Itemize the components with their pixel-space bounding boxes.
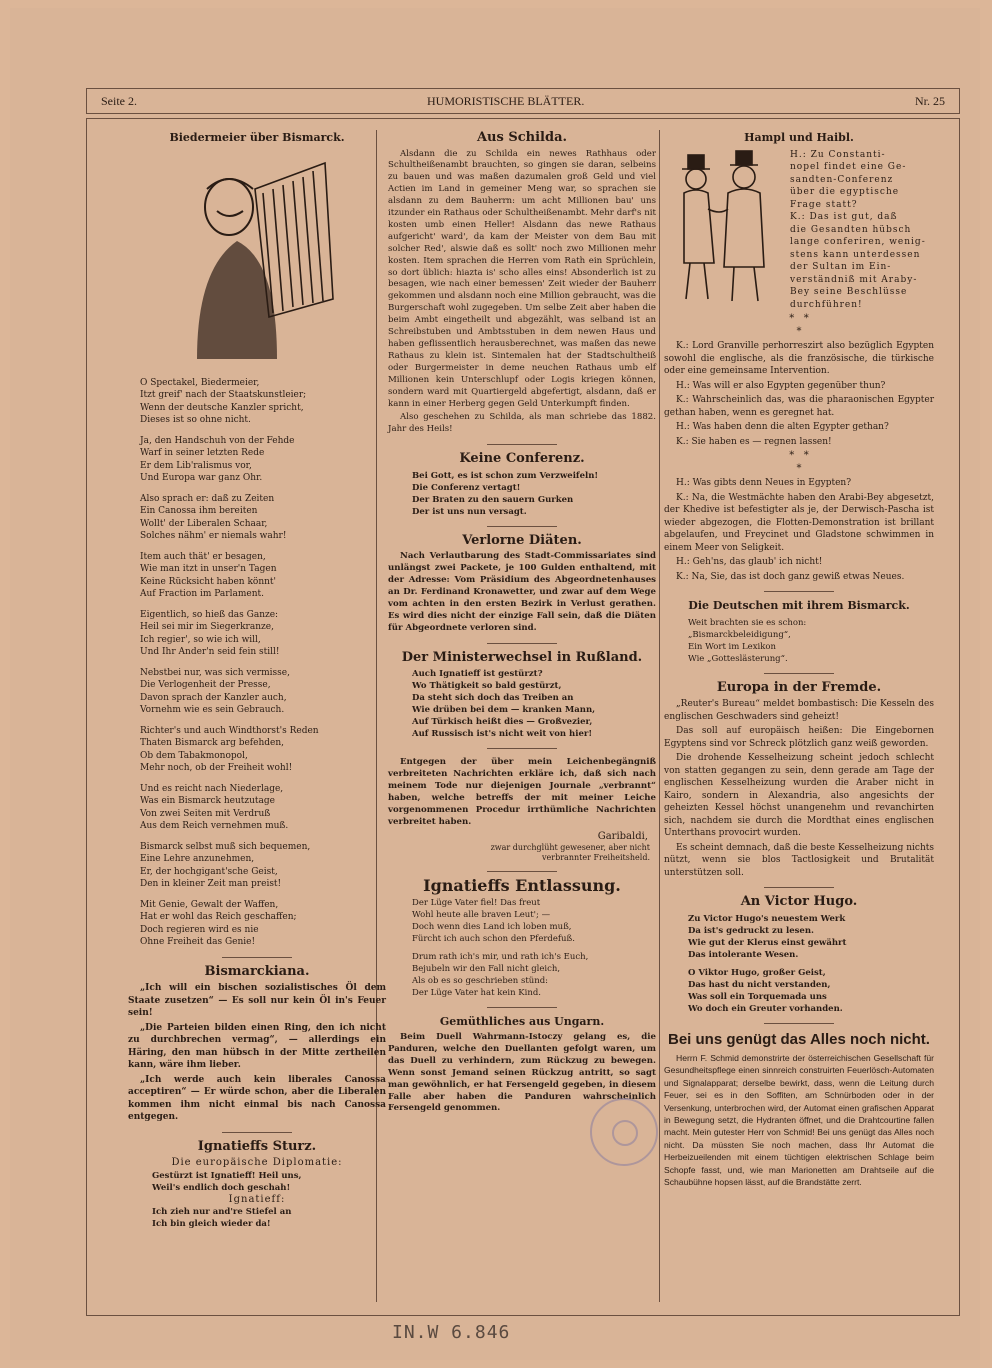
poem-line: Eigentlich, so hieß das Ganze:	[140, 609, 279, 620]
column-divider	[659, 130, 660, 1302]
poem-line: Dieses ist so ohne nicht.	[140, 415, 251, 425]
dialogue-line: K.: Na, die Westmächte haben den Arabi-Bey abgesetzt, der Khedive ist befestigter als je, der Derwisch-Pascha ist wieder abgezogen, die Flotten-Demonstration ist brillant abgelaufen, und Freycinet und Gladstone schwimmen in einem Meer von Seligkeit.	[664, 492, 934, 553]
heading-europa: Europa in der Fremde.	[716, 679, 882, 695]
poem-line: Wie „Gotteslästerung“.	[688, 653, 788, 664]
paragraph: Herrn F. Schmid demonstrirte der österreichischen Gesellschaft für Gesundheitspflege einen sinnreich construirten Feuerlösch-Automaten und Signalapparat; derselbe bewirkt, dass, wenn die Leitung durch Feuer, sei es in den Soffiten, am Schnürboden oder in der Versenkung, unterbrochen wird, der Automat einen grafischen Apparat in Bewegung setzt, die Hydranten öffnet, und die Drahtcourtine fallen macht. Mein gutester Herr von Schmid! Bei uns genügt das Alles noch nicht. Da müssten Sie noch machen, dass Ihr Automat die Herbeizueilenden mit einem tüchtigen elektrischen Schlage beim Schopfe fasst, und, wie man Marionetten am Drahtseile auf die Schaubühne hopsen lässt, auf die Brandstätte zerrt.	[664, 1053, 934, 1188]
poem-line: Doch regieren wird es nie	[140, 924, 259, 935]
dialogue-line: H.: Was will er also Egypten gegenüber thun?	[676, 380, 886, 391]
poem-line: Wie drüben bei dem — kranken Mann,	[412, 705, 596, 716]
poem-line: Mit Genie, Gewalt der Waffen,	[140, 899, 279, 910]
poem-line: Auf Türkisch heißt dies — Großvezier,	[412, 717, 593, 728]
poem-line: Keine Rücksicht haben könnt'	[140, 576, 277, 587]
dialogue-line: sandten-Conferenz	[790, 174, 894, 185]
paragraph: Alsdann die zu Schilda ein newes Rathhaus oder Schultheißenambt brauchten, so gingen sie daran, selbeins zu bauen und was maßen dazumalen groß Geld und viel Actien im Land in gemeiner Meng war, so sprachen sie alsdann zu dem Bauherrn: um acht Millionen bau' uns itzunder ein Rathaus oder Schultheißenambt. Mehr darf's nit kosten umb einen Heller! Alsdann das newe Rathaus aufgericht' ward', da kam der Meister von dem Bau mit solcher Red', alswie daß es sollt' noch zwo Millionen mehr kosten. Item sprachen die Herren vom Rath ein Sprüchlein, so dort üblich: hiazta is' scho alles eins! Absonderlich ist zu besagen, wie nach einer bemessen' Zeit wieder der Bauherr gekommen und alsdann noch eine Million gebraucht, was die Burgerschaft wohl zugegeben. Um selbe Zeit aber haben die beim Ambt eingetheilt und abgezählt, was selband ist an Schreibstuben und Ambtsstuben in dem newen Haus und haben geflissentlich herausberechnet, was maßen das newe Rathaus zu klein ist. Sintemalen hat der Stadtschultheiß oder Burgermeister in deme neuchen Rathaus umb elf Millionen kein Unterschlupf oder Logis kriegen können, sondern ward mit Quartiergeld abgefertigt, alsdann, daß er kann in einer Herberg gegen Geld Unterkumpft finden.	[388, 148, 656, 409]
poem-line: Ohne Freiheit das Genie!	[140, 937, 256, 947]
poem-line: Weil's endlich doch geschah!	[152, 1182, 291, 1193]
poem-line: Der Lüge Vater hat kein Kind.	[412, 987, 541, 998]
poem-line: Die Verlogenheit der Presse,	[140, 680, 271, 690]
poem	[128, 1206, 386, 1230]
poem	[388, 668, 656, 740]
stanza	[128, 783, 386, 833]
stanza	[128, 551, 386, 601]
separator-rule	[487, 643, 557, 644]
stanza	[128, 609, 386, 659]
poem-line: Aus dem Reich vernehmen muß.	[140, 821, 289, 831]
poem-line: Drum rath ich's mir, und rath ich's Euch,	[412, 951, 589, 962]
poem-line: Die Conferenz vertagt!	[412, 482, 521, 493]
poem-line: Ich bin gleich wieder da!	[152, 1219, 271, 1229]
stanza	[128, 899, 386, 949]
poem-line: Heil sei mir im Siegerkranze,	[140, 622, 274, 632]
poem-line: Itzt greif' nach der Staatskunstleier;	[140, 390, 307, 400]
separator-rule	[222, 1132, 292, 1133]
column-right	[664, 124, 934, 1190]
heading-deutschen: Die Deutschen mit ihrem Bismarck.	[688, 599, 910, 612]
poem-line: Vornehm wie es sein Gebrauch.	[140, 705, 285, 715]
poem-line: Von zwei Seiten mit Verdruß	[140, 808, 271, 819]
paragraph: „Ich werde auch kein liberales Canossa acceptiren“ — Er würde schon, aber die Liberalen kommen ihm nicht einmal bis nach Canossa entgegen.	[128, 1074, 386, 1122]
poem-line: Wohl heute alle braven Leut'; —	[412, 909, 551, 920]
subheading: Die europäische Diplomatie:	[171, 1157, 343, 1168]
separator-rule	[487, 871, 557, 872]
poem-line: Hat er wohl das Reich geschaffen;	[140, 912, 297, 922]
stanza	[128, 377, 386, 427]
poem-line: Weit brachten sie es schon:	[688, 617, 807, 628]
poem-line: Nebstbei nur, was sich vermisse,	[140, 667, 290, 678]
poem-line: Thaten Bismarck arg befehden,	[140, 738, 285, 748]
dialogue-line: lange conferiren, wenig-	[790, 237, 926, 247]
signature-note: verbrannter Freiheitsheld.	[542, 853, 650, 863]
poem	[664, 617, 934, 665]
dialogue-line: K.: Lord Granville perhorreszirt also bezüglich Egypten sowohl die englische, als die französische, die türkische oder eine gemeinsame Intervention.	[664, 341, 934, 376]
stanza	[128, 667, 386, 717]
poem-line: Zu Victor Hugo's neuestem Werk	[688, 913, 846, 924]
separator-rule	[487, 1007, 557, 1008]
separator-rule	[764, 887, 834, 888]
poem-line: Er dem Lib'ralismus vor,	[140, 460, 252, 471]
paragraph: Also geschehen zu Schilda, als man schriebe das 1882. Jahr des Heils!	[388, 412, 656, 435]
poem-line: Auch Ignatieff ist gestürzt?	[412, 669, 543, 680]
poem-line: Das hast du nicht verstanden,	[688, 979, 831, 990]
poem-line: Ein Canossa ihm bereiten	[140, 506, 258, 516]
heading-alles: Bei uns genügt das Alles noch nicht.	[668, 1030, 930, 1048]
poem-line: Der ist uns nun versagt.	[412, 506, 527, 517]
poem-line: Wo doch ein Greuter vorhanden.	[688, 1003, 843, 1014]
poem-line: Wie man itzt in unser'n Tagen	[140, 564, 277, 574]
heading-bismarckiana: Bismarckiana.	[204, 963, 310, 979]
poem-line: Und es reicht nach Niederlage,	[140, 783, 284, 794]
poem-line: O Spectakel, Biedermeier,	[140, 377, 260, 388]
heading-hampl: Hampl und Haibl.	[744, 131, 854, 144]
poem-line: Ob dem Tabakmonopol,	[140, 750, 248, 761]
poem-line: O Viktor Hugo, großer Geist,	[688, 967, 826, 978]
poem-line: Ich regier', so wie ich will,	[140, 634, 261, 645]
poem-line: Doch wenn dies Land ich loben muß,	[412, 921, 572, 932]
shelfmark: IN.W 6.846	[392, 1322, 511, 1343]
separator-rule	[487, 748, 557, 749]
heading-hugo: An Victor Hugo.	[740, 894, 858, 909]
separator-rule	[222, 957, 292, 958]
poem-line: Solches nähm' er niemals wahr!	[140, 531, 287, 541]
separator-rule	[487, 444, 557, 445]
library-stamp	[590, 1098, 658, 1166]
poem-line: Und Ihr Ander'n seid fein still!	[140, 647, 280, 657]
stanza	[128, 725, 386, 775]
issue-number: Nr. 25	[915, 94, 945, 108]
dialogue-line: H.: Was gibts denn Neues in Egypten?	[676, 478, 852, 488]
poem-line: Und Europa war ganz Ohr.	[140, 473, 263, 483]
poem-line: Da ist's gedruckt zu lesen.	[688, 925, 814, 936]
separator-rule	[764, 673, 834, 674]
poem-line: Wie gut der Klerus einst gewährt	[688, 937, 847, 948]
poem-biedermeier	[128, 377, 386, 949]
heading-konferenz: Keine Conferenz.	[459, 451, 585, 467]
paragraph: Die drohende Kesselheizung scheint jedoch schlecht von statten gegangen zu sein, denn gerade am Tage der englischen Kesselheizung wurden die Araber nicht in Kairo, sondern in Alexandria, also angesichts der geheizten Kessel höchst unangenehm und revanchirten sich, nachdem sie durch die Mordthat eines englischen Unterthans provocirt wurden.	[664, 753, 934, 838]
dialogue-line: nopel findet eine Ge-	[790, 162, 907, 172]
heading-sturz: Ignatieffs Sturz.	[197, 1138, 317, 1154]
separator-rule	[764, 1023, 834, 1024]
poem-line: Was soll ein Torquemada uns	[688, 991, 827, 1002]
paragraph: Es scheint demnach, daß die beste Kesselheizung nichts nützt, wenn sie blos Tactlosigkeit und Brutalität unterstützen soll.	[664, 842, 934, 878]
poem-line: Der Braten zu den sauern Gurken	[412, 494, 574, 505]
stanza	[128, 493, 386, 543]
signature: Garibaldi,	[597, 830, 648, 842]
heading-entlassung: Ignatieffs Entlassung.	[423, 876, 621, 896]
poem	[128, 1170, 386, 1194]
separator-rule	[487, 526, 557, 527]
accordion-player-illustration	[177, 149, 337, 371]
paragraph: Beim Duell Wahrmann-Istoczy gelang es, die Panduren, welche den Duellanten gefolgt waren, um das Duell zu verhindern, zum Rückzug zu bewegen. Wenn sonst Jemand seinen Rückzug antritt, so sagt man gewöhnlich, er hat Fersengeld gegeben, in diesem Falle aber haben die Panduren wahrscheinlich Fersengeld genommen.	[388, 1032, 656, 1114]
column-middle	[388, 124, 656, 1117]
poem-line: Bejubeln wir den Fall nicht gleich,	[412, 963, 561, 974]
magazine-title: HUMORISTISCHE BLÄTTER.	[427, 94, 585, 108]
poem	[664, 913, 934, 1015]
dialogue-line: verständniß mit Araby-	[790, 274, 918, 285]
poem-line: Ich zieh nur and're Stiefel an	[152, 1207, 292, 1217]
poem-line: Ein Wort im Lexikon	[688, 641, 776, 652]
dialogue-line: H.: Geh'ns, das glaub' ich nicht!	[676, 557, 823, 567]
dialogue-line: K.: Das ist gut, daß	[790, 212, 898, 222]
poem-line: Als ob es so geschrieben stünd:	[412, 975, 549, 986]
dialogue-line: H.: Zu Constanti-	[790, 149, 886, 160]
poem-line: Wollt' der Liberalen Schaar,	[140, 518, 268, 529]
asterism: * * *	[789, 450, 809, 474]
paragraph: „Die Parteien bilden einen Ring, den ich nicht zu durchbrechen vermag“, — allerdings ein Häring, den man hübsch in der Mitte zertheilen kann, wäre ihm lieber.	[128, 1022, 386, 1070]
stanza	[128, 435, 386, 485]
heading-schilda: Aus Schilda.	[476, 130, 568, 145]
signature-note: zwar durchglüht gewesener, aber nicht	[490, 843, 650, 853]
column-left	[128, 124, 386, 1230]
hampl-intro-block	[664, 149, 934, 312]
poem-line: Also sprach er: daß zu Zeiten	[140, 493, 275, 504]
poem-line: „Bismarckbeleidigung“,	[688, 629, 791, 640]
dialogue-line: H.: Was haben denn die alten Egypter gethan?	[676, 422, 889, 432]
poem-line: Davon sprach der Kanzler auch,	[140, 692, 287, 703]
dialogue-line: K.: Wahrscheinlich das, was die pharaonischen Egypter gethan haben, wenn es geregnet hat.	[664, 395, 934, 418]
poem-line: Wenn der deutsche Kanzler spricht,	[140, 402, 304, 413]
dialogue-line: stens kann unterdessen	[790, 249, 921, 260]
dialogue-line: der Sultan im Ein-	[790, 262, 892, 272]
paragraph: Nach Verlautbarung des Stadt-Commissariates sind unlängst zwei Packete, je 100 Gulden enthaltend, mit der Adresse: Vom Präsidium des Abgeordnetenhauses an Dr. Ferdinand Kronawetter, und zwar auf dem Wege vom achten in den ersten Bezirk in Verlust gerathen. Es wird dies nicht der einzige Fall sein, daß die Diäten für Abgeordnete verloren sind.	[388, 551, 656, 633]
poem-line: Was ein Bismarck heutzutage	[140, 796, 275, 806]
heading-ungarn: Gemüthliches aus Ungarn.	[439, 1014, 605, 1028]
poem-line: Ja, den Handschuh von der Fehde	[140, 435, 295, 446]
poem-line: Item auch thät' er besagen,	[140, 551, 266, 562]
dialogue-line: die Gesandten hübsch	[790, 224, 912, 235]
dialogue-line: Frage statt?	[790, 199, 858, 210]
page-header	[86, 88, 960, 114]
paragraph: „Reuter's Bureau“ meldet bombastisch: Die Kesseln des englischen Geschwaders sind geheizt!	[664, 699, 934, 722]
two-gentlemen-illustration	[664, 149, 784, 309]
dialogue-line: über die egyptische	[790, 187, 900, 197]
asterism: * * *	[789, 313, 809, 337]
poem-line: Wo Thätigkeit so bald gestürzt,	[412, 681, 562, 692]
dialogue-line: K.: Sie haben es — regnen lassen!	[676, 436, 832, 447]
heading-diaeten: Verlorne Diäten.	[462, 532, 582, 548]
poem-line: Fürcht ich auch schon den Pferdefuß.	[412, 933, 575, 944]
poem-line: Auf Fraction im Parlament.	[140, 589, 264, 599]
poem-line: Eine Lehre anzunehmen,	[140, 854, 255, 864]
heading-biedermeier: Biedermeier über Bismarck.	[169, 131, 345, 144]
poem	[388, 470, 656, 518]
paragraph: Entgegen der über mein Leichenbegängniß verbreiteten Nachrichten erkläre ich, daß sich nach meinem Tode nur diejenigen Journale „verbrannt“ haben, welche betreffs der mit meiner Leiche vorgenommenen Procedur irrthümliche Nachrichten verbreitet haben.	[388, 757, 656, 827]
poem-line: Bei Gott, es ist schon zum Verzweifeln!	[412, 470, 599, 481]
poem-line: Das intolerante Wesen.	[688, 949, 799, 960]
poem-line: Da steht sich doch das Treiben an	[412, 693, 574, 704]
dialogue-line: Bey seine Beschlüsse	[790, 287, 908, 297]
paragraph: Das soll auf europäisch heißen: Die Eingebornen Egyptens sind vor Schreck plötzlich ganz weiß geworden.	[664, 726, 934, 749]
stanza	[128, 841, 386, 891]
poem-line: Er, der hochgigant'sche Geist,	[140, 866, 278, 877]
poem-line: Den in kleiner Zeit man preist!	[140, 879, 282, 889]
dialogue-line: K.: Na, Sie, das ist doch ganz gewiß etwas Neues.	[676, 571, 905, 582]
page-number: Seite 2.	[101, 94, 137, 108]
heading-minister: Der Ministerwechsel in Rußland.	[401, 649, 643, 665]
poem	[388, 897, 656, 999]
poem-line: Gestürzt ist Ignatieff! Heil uns,	[152, 1170, 302, 1181]
poem-line: Warf in seiner letzten Rede	[140, 448, 265, 458]
dialogue	[784, 149, 926, 312]
poem-line: Richter's und auch Windthorst's Reden	[140, 725, 319, 736]
poem-line: Auf Russisch ist's nicht weit von hier!	[412, 729, 593, 740]
poem-line: Der Lüge Vater fiel! Das freut	[412, 897, 541, 908]
dialogue-line: durchführen!	[790, 299, 863, 310]
poem-line: Bismarck selbst muß sich bequemen,	[140, 841, 311, 852]
separator-rule	[764, 591, 834, 592]
poem-line: Mehr noch, ob der Freiheit wohl!	[140, 763, 293, 773]
paragraph: „Ich will ein bischen sozialistisches Öl dem Staate zusetzen“ — Es soll nur kein Öl in's Feuer sein!	[128, 983, 386, 1018]
speaker-label: Ignatieff:	[228, 1193, 286, 1205]
